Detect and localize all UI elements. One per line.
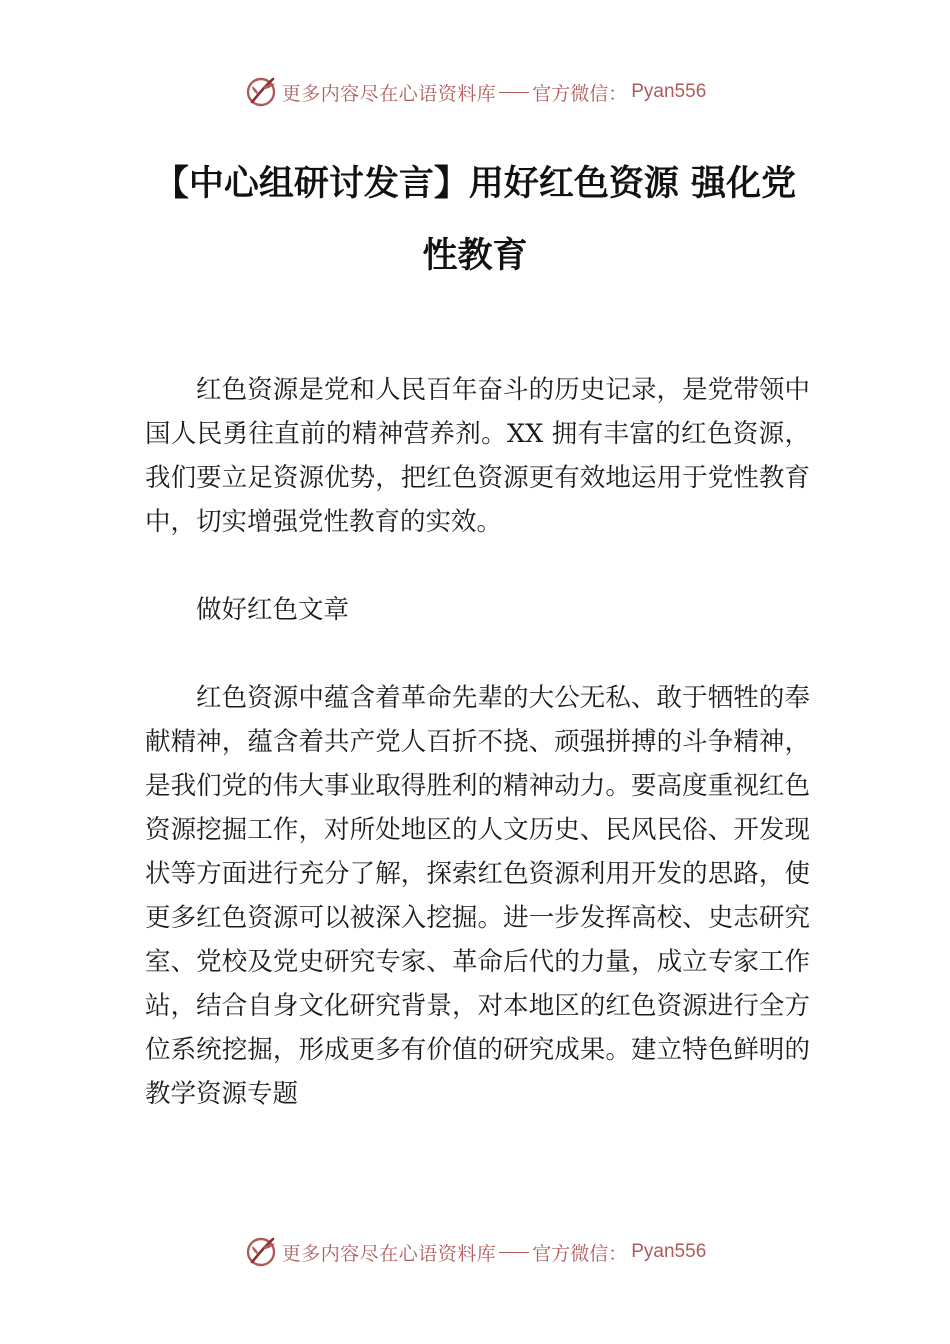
- banner-slogan: 更多内容尽在心语资料库: [281, 1242, 497, 1265]
- document-title: 【中心组研讨发言】用好红色资源 强化党性教育: [153, 164, 797, 276]
- logo-icon: [244, 75, 278, 109]
- logo-icon: [244, 1235, 278, 1269]
- header-banner: [0, 72, 950, 112]
- banner-wechat-label: 官方微信：: [532, 82, 628, 105]
- paragraph-intro: 红色资源是党和人民百年奋斗的历史记录，是党带领中国人民勇往直前的精神营养剂。XX 拥有丰富的红色资源，我们要立足资源优势，把红色资源更有效地运用于党性教育中，切实增强党性教育的实效。: [145, 375, 810, 537]
- banner-slogan: 更多内容尽在心语资料库: [281, 82, 497, 105]
- paragraph-spacer: [145, 632, 810, 676]
- banner-divider: [499, 1252, 529, 1253]
- paragraph-spacer: [145, 544, 810, 588]
- banner-wechat-id: Pyan556: [631, 81, 707, 102]
- banner-wechat-label: 官方微信：: [532, 1242, 628, 1265]
- banner-divider: [499, 92, 529, 93]
- document-body: [145, 368, 810, 1116]
- banner-wechat-id: Pyan556: [631, 1241, 707, 1262]
- footer-banner: [0, 1232, 950, 1272]
- paragraph-body: 红色资源中蕴含着革命先辈的大公无私、敢于牺牲的奉献精神，蕴含着共产党人百折不挠、顽强拼搏的斗争精神，是我们党的伟大事业取得胜利的精神动力。要高度重视红色资源挖掘工作，对所处地区的人文历史、民风民俗、开发现状等方面进行充分了解，探索红色资源利用开发的思路，使更多红色资源可以被深入挖掘。进一步发挥高校、史志研究室、党校及党史研究专家、革命后代的力量，成立专家工作站，结合自身文化研究背景，对本地区的红色资源进行全方位系统挖掘，形成更多有价值的研究成果。建立特色鲜明的教学资源专题: [145, 683, 810, 1109]
- section-heading: 做好红色文章: [196, 595, 350, 625]
